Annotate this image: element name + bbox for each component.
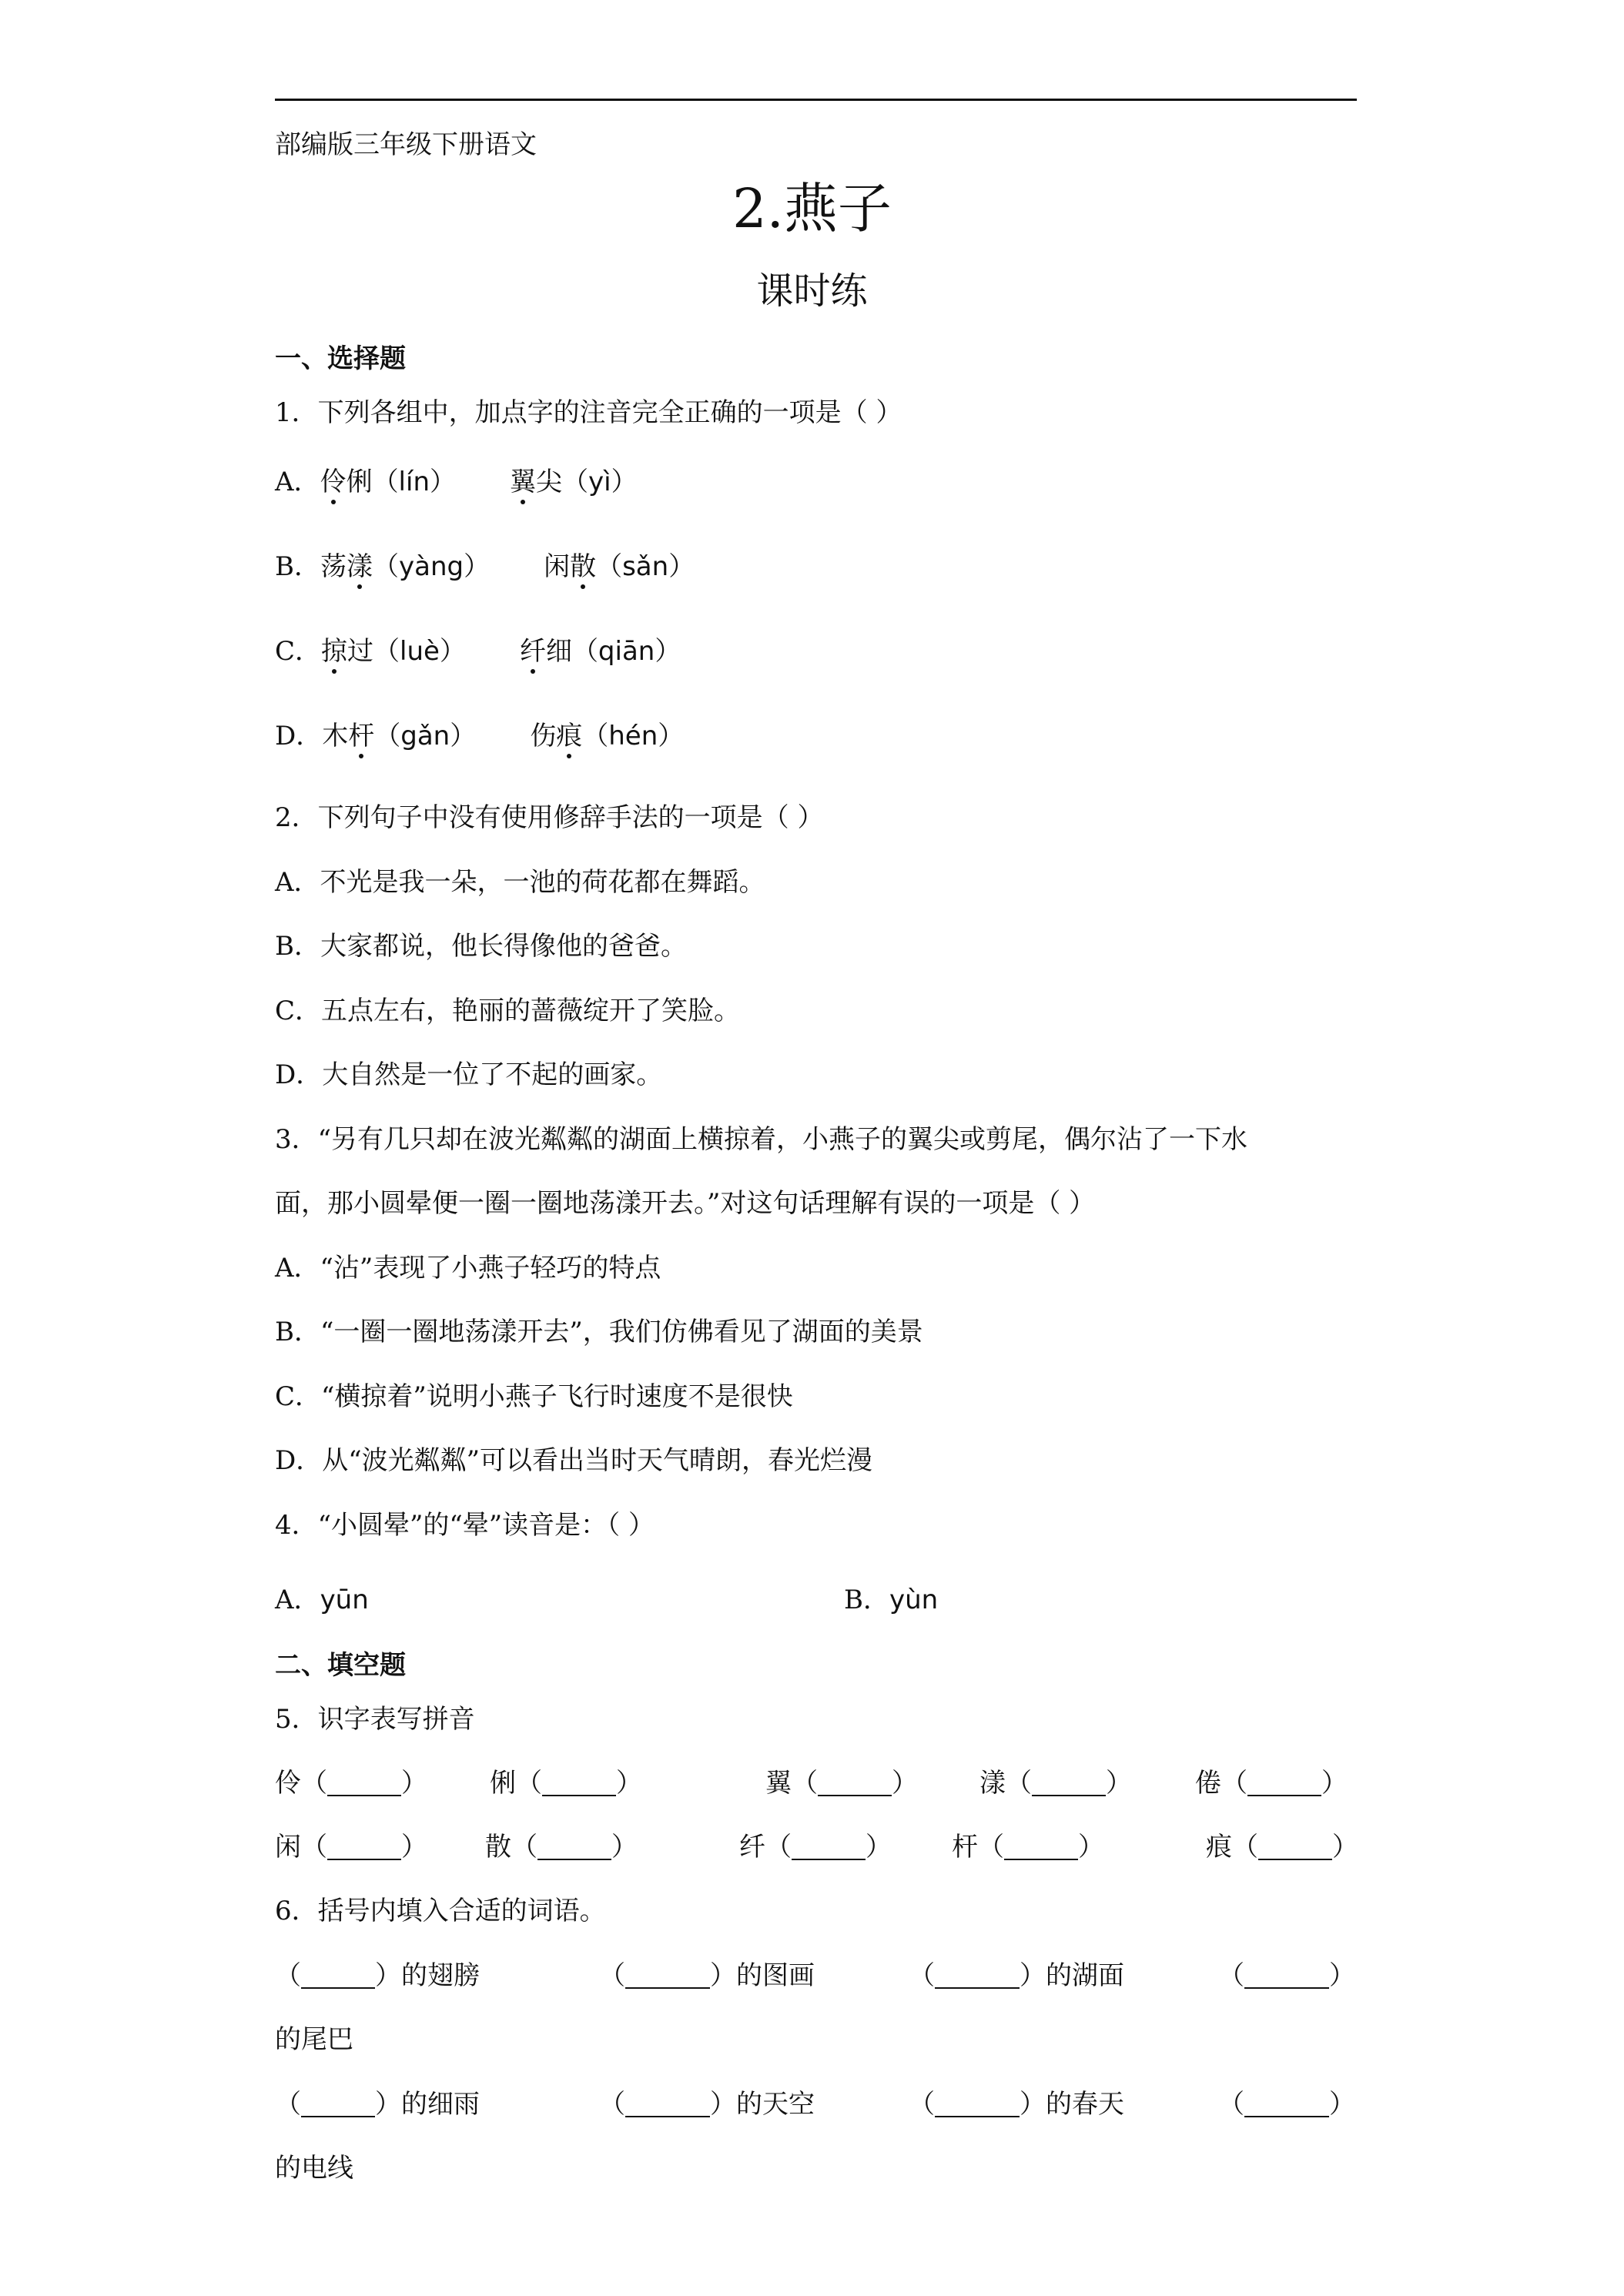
item-char: 杆（ — [952, 1832, 1004, 1863]
q3-stem-line2: 面，那小圆晕便一圈一圈地荡漾开去。”对这句话理解有误的一项是（ ） — [275, 1188, 1096, 1219]
paren-close: ） — [1329, 1960, 1355, 1991]
q5-item[interactable] — [1195, 1768, 1348, 1799]
q5-item[interactable] — [490, 1768, 642, 1799]
item-char: 俐（ — [490, 1768, 542, 1799]
answer-blank[interactable] — [327, 1772, 401, 1796]
answer-blank[interactable] — [537, 1836, 611, 1860]
paren-open: （ — [599, 2089, 625, 2120]
paren-close: ） — [375, 1960, 401, 1991]
answer-blank[interactable] — [935, 1964, 1020, 1989]
pinyin: （hén） — [582, 721, 685, 751]
answer-blank[interactable] — [301, 2093, 375, 2117]
answer-blank[interactable] — [542, 1772, 616, 1796]
dotted-char: 伶 — [320, 467, 347, 497]
answer-blank[interactable] — [327, 1836, 401, 1860]
q5-item[interactable] — [1206, 1832, 1358, 1863]
option-label: A． — [275, 467, 320, 497]
answer-blank[interactable] — [1258, 1836, 1332, 1860]
char: 伤 — [530, 721, 557, 751]
paren-close: ） — [1020, 2089, 1046, 2120]
q5-item[interactable] — [275, 1832, 427, 1863]
paren-open: （ — [909, 1960, 935, 1991]
pinyin: yūn — [320, 1585, 369, 1615]
answer-blank[interactable] — [625, 2093, 710, 2117]
item-char: 倦（ — [1195, 1768, 1247, 1799]
q6-item[interactable] — [275, 1960, 480, 1991]
paren-close: ） — [1078, 1832, 1104, 1863]
q6-item[interactable] — [909, 2089, 1124, 2120]
paren-close: ） — [866, 1832, 892, 1863]
q2-option-c[interactable]: C．五点左右，艳丽的蔷薇绽开了笑脸。 — [275, 996, 741, 1026]
item-char: 痕（ — [1206, 1832, 1258, 1863]
paren-open: （ — [1218, 1960, 1244, 1991]
dotted-char: 散 — [570, 551, 597, 582]
phrase: 的细雨 — [401, 2089, 480, 2120]
q3-option-c[interactable]: C．“横掠着”说明小燕子飞行时速度不是很快 — [275, 1381, 793, 1412]
subject-label: 部编版三年级下册语文 — [275, 129, 537, 160]
answer-blank[interactable] — [792, 1836, 866, 1860]
dotted-char: 掠 — [321, 636, 348, 667]
q1-option-c[interactable] — [275, 636, 681, 667]
item-char: 漾（ — [979, 1768, 1032, 1799]
phrase: 的翅膀 — [401, 1960, 480, 1991]
q6-wrap-phrase: 的电线 — [275, 2153, 353, 2184]
page-subtitle: 课时练 — [756, 269, 868, 313]
phrase: 的湖面 — [1046, 1960, 1124, 1991]
pinyin: （qiān） — [571, 636, 681, 667]
q4-option-a[interactable] — [275, 1585, 369, 1615]
pinyin: yùn — [889, 1585, 939, 1615]
q5-item[interactable] — [485, 1832, 638, 1863]
paren-close: ） — [710, 2089, 736, 2120]
option-label: B． — [275, 551, 320, 582]
answer-blank[interactable] — [935, 2093, 1020, 2117]
pinyin: （sǎn） — [596, 551, 695, 582]
section-heading-choice: 一、选择题 — [275, 343, 406, 374]
char: 过 — [347, 636, 374, 667]
paren-close: ） — [375, 2089, 401, 2120]
q6-stem: 6．括号内填入合适的词语。 — [275, 1896, 606, 1926]
answer-blank[interactable] — [1244, 1964, 1329, 1989]
q6-item[interactable] — [1218, 2089, 1355, 2120]
phrase: 的图画 — [736, 1960, 815, 1991]
answer-blank[interactable] — [1244, 2093, 1329, 2117]
answer-blank[interactable] — [1247, 1772, 1321, 1796]
phrase: 的天空 — [736, 2089, 815, 2120]
char: 闲 — [544, 551, 571, 582]
q5-item[interactable] — [739, 1832, 892, 1863]
q2-option-b[interactable]: B．大家都说，他长得像他的爸爸。 — [275, 931, 687, 962]
paren-close: ） — [892, 1768, 918, 1799]
q6-item[interactable] — [909, 1960, 1124, 1991]
header-rule — [275, 99, 1357, 101]
q2-option-d[interactable]: D．大自然是一位了不起的画家。 — [275, 1059, 663, 1090]
q4-option-b[interactable] — [844, 1585, 938, 1615]
pinyin: （yàng） — [373, 551, 491, 582]
item-char: 翼（ — [765, 1768, 818, 1799]
option-label: A． — [275, 1585, 320, 1615]
pinyin: （lín） — [372, 467, 457, 497]
option-label: B． — [844, 1585, 889, 1615]
q3-option-a[interactable]: A．“沾”表现了小燕子轻巧的特点 — [275, 1253, 661, 1284]
q5-item[interactable] — [275, 1768, 427, 1799]
q2-stem: 2．下列句子中没有使用修辞手法的一项是（ ） — [275, 802, 824, 833]
paren-close: ） — [611, 1832, 638, 1863]
page-title: 2.燕子 — [732, 177, 892, 240]
char: 木 — [322, 721, 349, 751]
q1-option-d[interactable] — [275, 721, 684, 751]
paren-close: ） — [1106, 1768, 1132, 1799]
phrase: 的春天 — [1046, 2089, 1124, 2120]
answer-blank[interactable] — [1004, 1836, 1078, 1860]
pinyin: （yì） — [562, 467, 638, 497]
char: 俐 — [346, 467, 373, 497]
paren-open: （ — [599, 1960, 625, 1991]
q2-option-a[interactable]: A．不光是我一朵，一池的荷花都在舞蹈。 — [275, 867, 765, 898]
char: 荡 — [320, 551, 347, 582]
q3-stem-line1: 3．“另有几只却在波光粼粼的湖面上横掠着，小燕子的翼尖或剪尾，偶尔沾了一下水 — [275, 1124, 1248, 1155]
q3-option-d[interactable]: D．从“波光粼粼”可以看出当时天气晴朗，春光烂漫 — [275, 1445, 873, 1476]
option-label: C． — [275, 636, 322, 667]
paren-close: ） — [1329, 2089, 1355, 2120]
answer-blank[interactable] — [625, 1964, 710, 1989]
option-label: D． — [275, 721, 323, 751]
pinyin: （gǎn） — [374, 721, 477, 751]
q1-stem: 1．下列各组中，加点字的注音完全正确的一项是（ ） — [275, 397, 902, 428]
q5-item[interactable] — [952, 1832, 1104, 1863]
q4-stem: 4．“小圆晕”的“晕”读音是：（ ） — [275, 1510, 655, 1541]
item-char: 散（ — [485, 1832, 537, 1863]
char: 细 — [545, 636, 572, 667]
char: 尖 — [536, 467, 563, 497]
paren-open: （ — [1218, 2089, 1244, 2120]
paren-close: ） — [616, 1768, 642, 1799]
q1-option-b[interactable] — [275, 551, 695, 582]
paren-open: （ — [275, 1960, 301, 1991]
q6-item[interactable] — [275, 2089, 480, 2120]
answer-blank[interactable] — [818, 1772, 892, 1796]
q3-option-b[interactable]: B．“一圈一圈地荡漾开去”，我们仿佛看见了湖面的美景 — [275, 1317, 923, 1347]
paren-open: （ — [909, 2089, 935, 2120]
paren-close: ） — [1020, 1960, 1046, 1991]
item-char: 闲（ — [275, 1832, 327, 1863]
q5-item[interactable] — [765, 1768, 918, 1799]
q5-item[interactable] — [979, 1768, 1132, 1799]
dotted-char: 痕 — [556, 721, 583, 751]
paren-close: ） — [401, 1768, 427, 1799]
q6-item[interactable] — [599, 1960, 815, 1991]
q5-stem: 5．识字表写拼音 — [275, 1704, 475, 1735]
item-char: 伶（ — [275, 1768, 327, 1799]
paren-close: ） — [1332, 1832, 1358, 1863]
paren-close: ） — [401, 1832, 427, 1863]
paren-open: （ — [275, 2089, 301, 2120]
answer-blank[interactable] — [301, 1964, 375, 1989]
q6-item[interactable] — [1218, 1960, 1355, 1991]
dotted-char: 纤 — [519, 636, 546, 667]
dotted-char: 翼 — [510, 467, 537, 497]
q1-option-a[interactable] — [275, 467, 638, 497]
dotted-char: 杆 — [348, 721, 375, 751]
pinyin: （luè） — [373, 636, 466, 667]
q6-wrap-phrase: 的尾巴 — [275, 2024, 353, 2055]
answer-blank[interactable] — [1032, 1772, 1106, 1796]
item-char: 纤（ — [739, 1832, 792, 1863]
section-heading-fill: 二、填空题 — [275, 1650, 406, 1681]
paren-close: ） — [710, 1960, 736, 1991]
dotted-char: 漾 — [347, 551, 373, 582]
q6-item[interactable] — [599, 2089, 815, 2120]
paren-close: ） — [1321, 1768, 1348, 1799]
